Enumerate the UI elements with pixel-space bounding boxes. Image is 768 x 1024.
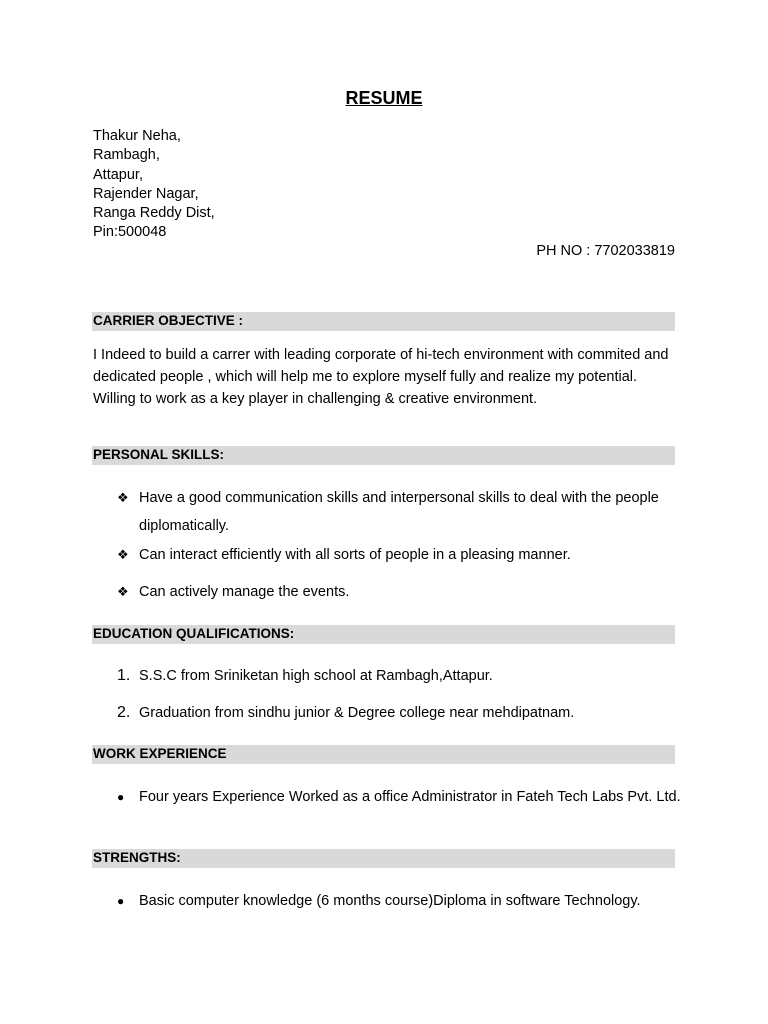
list-item-text: Basic computer knowledge (6 months course)Diploma in software Technology. bbox=[139, 893, 641, 909]
list-item-text: Have a good communication skills and interpersonal skills to deal with the people diplomatically. bbox=[139, 490, 659, 534]
section-heading: EDUCATION QUALIFICATIONS: bbox=[93, 626, 295, 641]
diamond-bullet-icon: ❖ bbox=[117, 547, 129, 562]
address-line: Attapur, bbox=[93, 166, 143, 183]
section-header-strengths bbox=[92, 849, 675, 868]
list-item bbox=[117, 699, 687, 727]
list-number: 2. bbox=[117, 704, 131, 721]
page-title bbox=[0, 88, 768, 109]
bullet-icon: ● bbox=[117, 894, 125, 908]
bullet-icon: ● bbox=[117, 790, 125, 804]
title-text: RESUME bbox=[345, 88, 423, 108]
address-line: Rajender Nagar, bbox=[93, 185, 199, 202]
section-header-work bbox=[92, 745, 675, 764]
list-item bbox=[117, 662, 687, 690]
list-item-text: Can interact efficiently with all sorts of people in a pleasing manner. bbox=[139, 547, 571, 563]
address-line: Ranga Reddy Dist, bbox=[93, 205, 215, 222]
section-heading: WORK EXPERIENCE bbox=[93, 746, 227, 761]
list-item-text: S.S.C from Sriniketan high school at Rambagh,Attapur. bbox=[139, 668, 493, 684]
section-heading: CARRIER OBJECTIVE : bbox=[93, 313, 244, 328]
list-item-text: Graduation from sindhu junior & Degree college near mehdipatnam. bbox=[139, 705, 575, 721]
address-line: Thakur Neha, bbox=[93, 128, 181, 144]
address-line: Rambagh, bbox=[93, 147, 160, 164]
phone-number: PH NO : 7702033819 bbox=[536, 243, 675, 259]
diamond-bullet-icon: ❖ bbox=[117, 490, 129, 505]
section-header-skills bbox=[92, 446, 675, 465]
section-heading: PERSONAL SKILLS: bbox=[93, 447, 225, 462]
list-item bbox=[117, 541, 687, 569]
list-item-text: Can actively manage the events. bbox=[139, 584, 350, 600]
list-item bbox=[117, 578, 687, 606]
list-item bbox=[117, 783, 687, 811]
list-item bbox=[117, 887, 687, 915]
list-item bbox=[117, 484, 687, 540]
list-number: 1. bbox=[117, 667, 131, 684]
section-header-objective bbox=[92, 312, 675, 331]
list-item-text: Four years Experience Worked as a office Administrator in Fateh Tech Labs Pvt. Ltd. bbox=[139, 789, 681, 805]
address-line: Pin:500048 bbox=[93, 224, 167, 241]
section-header-education bbox=[92, 625, 675, 644]
objective-text: I Indeed to build a carrer with leading corporate of hi-tech environment with commited and dedicated people , which will help me to explore myself fully and realize my potential. Willing to work as a key player in challenging & creative environment. bbox=[93, 347, 669, 407]
section-heading: STRENGTHS: bbox=[93, 850, 181, 865]
diamond-bullet-icon: ❖ bbox=[117, 584, 129, 599]
address-block bbox=[93, 127, 215, 243]
